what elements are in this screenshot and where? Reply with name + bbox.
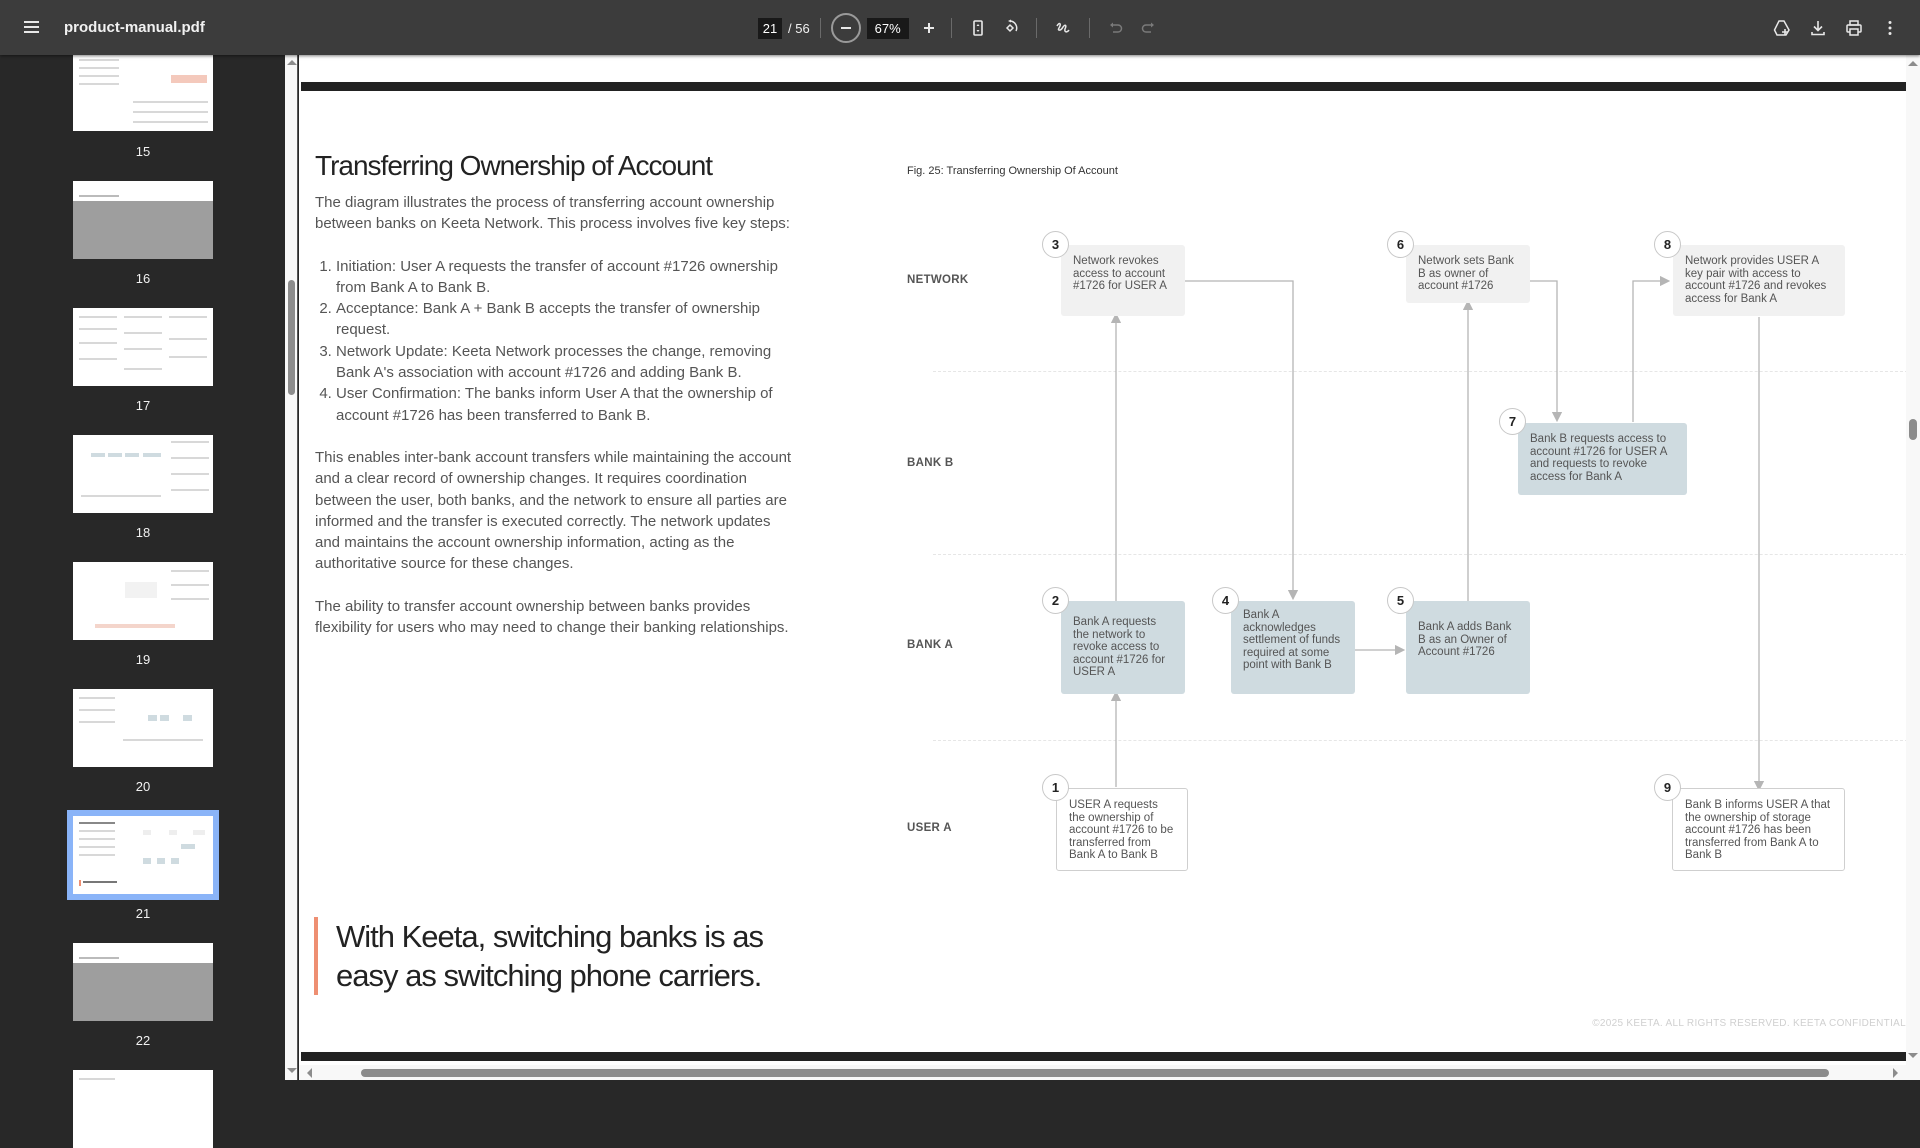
page-thumbnail-21[interactable] bbox=[73, 816, 213, 894]
scroll-down-arrow-icon[interactable] bbox=[287, 1068, 297, 1073]
rotate-button[interactable] bbox=[994, 12, 1026, 44]
page-thumbnail-16[interactable] bbox=[73, 181, 213, 259]
thumbnail-label: 22 bbox=[135, 1033, 151, 1048]
figure-caption: Fig. 25: Transferring Ownership Of Account bbox=[907, 165, 1118, 177]
redo-icon bbox=[1139, 19, 1157, 37]
diagram-node-8: Network provides USER A key pair with access to account #1726 and revokes access for Bank A bbox=[1673, 245, 1845, 316]
thumbnail-label: 17 bbox=[135, 398, 151, 413]
step-badge-3: 3 bbox=[1042, 231, 1069, 258]
step-badge-6: 6 bbox=[1387, 231, 1414, 258]
zoom-in-button[interactable] bbox=[917, 16, 941, 40]
page-number-input[interactable]: 21 bbox=[758, 18, 782, 39]
body-text bbox=[315, 192, 795, 659]
document-vertical-scrollbar[interactable] bbox=[1906, 55, 1920, 1080]
diagram-node-2: Bank A requests the network to revoke access to account #1726 for USER A bbox=[1061, 601, 1185, 694]
thumbnail-label: 19 bbox=[135, 652, 151, 667]
add-to-drive-icon bbox=[1773, 19, 1791, 37]
page-thumbnail-17[interactable] bbox=[73, 308, 213, 386]
lane-divider bbox=[933, 371, 1913, 372]
scroll-down-arrow-icon[interactable] bbox=[1908, 1053, 1918, 1058]
undo-button[interactable] bbox=[1100, 12, 1132, 44]
scroll-right-arrow-icon[interactable] bbox=[1893, 1068, 1898, 1078]
toolbar-divider bbox=[951, 18, 952, 38]
document-viewer bbox=[299, 55, 1906, 1065]
rotate-counterclockwise-icon bbox=[1001, 19, 1019, 37]
toolbar-actions bbox=[1766, 12, 1906, 44]
step-badge-5: 5 bbox=[1387, 587, 1414, 614]
thumbnail-label: 20 bbox=[135, 779, 151, 794]
hamburger-menu-icon[interactable] bbox=[20, 15, 44, 39]
diagram-node-9: Bank B informs USER A that the ownership of storage account #1726 has been transferred from Bank A to Bank B bbox=[1672, 788, 1845, 871]
copyright-footer: ©2025 KEETA. ALL RIGHTS RESERVED. KEETA CONFIDENTIAL bbox=[1592, 1018, 1906, 1029]
more-options-button[interactable] bbox=[1874, 12, 1906, 44]
toolbar-divider bbox=[820, 18, 821, 38]
intro-paragraph: The diagram illustrates the process of transferring account ownership between banks on Keeta Network. This process involves five key steps: bbox=[315, 194, 790, 233]
paragraph: The ability to transfer account ownership between banks provides flexibility for users who may need to change their banking relationships. bbox=[315, 597, 789, 637]
step-item: 2. Acceptance: Bank A + Bank B accepts the transfer of ownership request. bbox=[336, 298, 795, 341]
download-icon bbox=[1809, 19, 1827, 37]
diagram-node-1: USER A requests the ownership of account #1726 to be transferred from Bank A to Bank B bbox=[1056, 788, 1188, 871]
page-thumbnail-20[interactable] bbox=[73, 689, 213, 767]
page-total: / 56 bbox=[788, 20, 810, 36]
zoom-out-button[interactable] bbox=[831, 13, 861, 43]
page-thumbnail-22[interactable] bbox=[73, 943, 213, 1021]
zoom-level-input[interactable]: 67% bbox=[867, 18, 909, 39]
step-badge-4: 4 bbox=[1212, 587, 1239, 614]
annotate-button[interactable] bbox=[1047, 12, 1079, 44]
add-to-drive-button[interactable] bbox=[1766, 12, 1798, 44]
page-thumbnail-23[interactable] bbox=[73, 1070, 213, 1148]
page-thumbnail-15[interactable] bbox=[73, 53, 213, 131]
page-thumbnail-18[interactable] bbox=[73, 435, 213, 513]
diagram-node-5: Bank A adds Bank B as an Owner of Account #1726 bbox=[1406, 601, 1530, 694]
step-badge-7: 7 bbox=[1499, 408, 1526, 435]
thumbnail-label: 18 bbox=[135, 525, 151, 540]
scroll-up-arrow-icon[interactable] bbox=[287, 60, 297, 65]
diagram-node-3: Network revokes access to account #1726 for USER A bbox=[1061, 245, 1185, 316]
document-title: product-manual.pdf bbox=[64, 19, 205, 36]
step-badge-9: 9 bbox=[1654, 774, 1681, 801]
undo-icon bbox=[1107, 19, 1125, 37]
toolbar-divider bbox=[1089, 18, 1090, 38]
step-badge-2: 2 bbox=[1042, 587, 1069, 614]
page-separator bbox=[301, 82, 1906, 91]
lane-divider bbox=[933, 740, 1913, 741]
step-item: 1. Initiation: User A requests the transfer of account #1726 ownership from Bank A to Bank B. bbox=[336, 256, 795, 299]
paragraph: This enables inter-bank account transfers while maintaining the account and a clear record of ownership changes. It requires coordination between the user, both banks, and the network to ensure all parties are informed and the transfer is executed correctly. The network updates and maintains the account ownership information, acting as the authoritative source for these changes. bbox=[315, 448, 792, 573]
fit-to-page-button[interactable] bbox=[962, 12, 994, 44]
lane-label-user-a: USER A bbox=[907, 822, 952, 834]
toolbar-divider bbox=[1036, 18, 1037, 38]
scroll-left-arrow-icon[interactable] bbox=[307, 1068, 312, 1078]
lane-label-bank-b: BANK B bbox=[907, 457, 954, 469]
thumbnail-label: 21 bbox=[135, 906, 151, 921]
sidebar-scrollbar[interactable] bbox=[285, 55, 298, 1080]
print-button[interactable] bbox=[1838, 12, 1870, 44]
print-icon bbox=[1845, 19, 1863, 37]
document-horizontal-scrollbar[interactable] bbox=[299, 1065, 1906, 1080]
diagram-node-7: Bank B requests access to account #1726 for USER A and requests to revoke access for Bank A bbox=[1518, 423, 1687, 495]
steps-list bbox=[315, 256, 795, 426]
diagram-node-4: Bank A acknowledges settlement of funds required at some point with Bank B bbox=[1231, 601, 1355, 694]
download-button[interactable] bbox=[1802, 12, 1834, 44]
scroll-up-arrow-icon[interactable] bbox=[1908, 61, 1918, 66]
pull-quote: With Keeta, switching banks is as easy as switching phone carriers. bbox=[314, 917, 794, 995]
sidebar-scroll-thumb[interactable] bbox=[288, 280, 295, 395]
page-heading: Transferring Ownership of Account bbox=[315, 150, 713, 181]
page-separator bbox=[301, 1052, 1906, 1061]
horizontal-scroll-thumb[interactable] bbox=[361, 1069, 1829, 1077]
lane-label-network: NETWORK bbox=[907, 274, 969, 286]
page-thumbnail-19[interactable] bbox=[73, 562, 213, 640]
draw-signature-icon bbox=[1054, 19, 1072, 37]
vertical-scroll-thumb[interactable] bbox=[1909, 419, 1917, 440]
thumbnail-label: 16 bbox=[135, 271, 151, 286]
thumbnail-label: 15 bbox=[135, 144, 151, 159]
pdf-toolbar bbox=[0, 0, 1920, 55]
step-item: 4. User Confirmation: The banks inform User A that the ownership of account #1726 has been transferred to Bank B. bbox=[336, 383, 795, 426]
diagram-node-6: Network sets Bank B as owner of account #1726 bbox=[1406, 245, 1530, 303]
page-controls bbox=[758, 12, 1164, 44]
step-item: 3. Network Update: Keeta Network processes the change, removing Bank A's association with account #1726 and adding Bank B. bbox=[336, 341, 795, 384]
step-badge-1: 1 bbox=[1042, 774, 1069, 801]
fit-to-page-icon bbox=[969, 19, 987, 37]
lane-label-bank-a: BANK A bbox=[907, 639, 954, 651]
step-badge-8: 8 bbox=[1654, 231, 1681, 258]
redo-button[interactable] bbox=[1132, 12, 1164, 44]
thumbnail-sidebar bbox=[0, 55, 285, 1080]
more-vertical-icon bbox=[1881, 19, 1899, 37]
lane-divider bbox=[933, 554, 1913, 555]
